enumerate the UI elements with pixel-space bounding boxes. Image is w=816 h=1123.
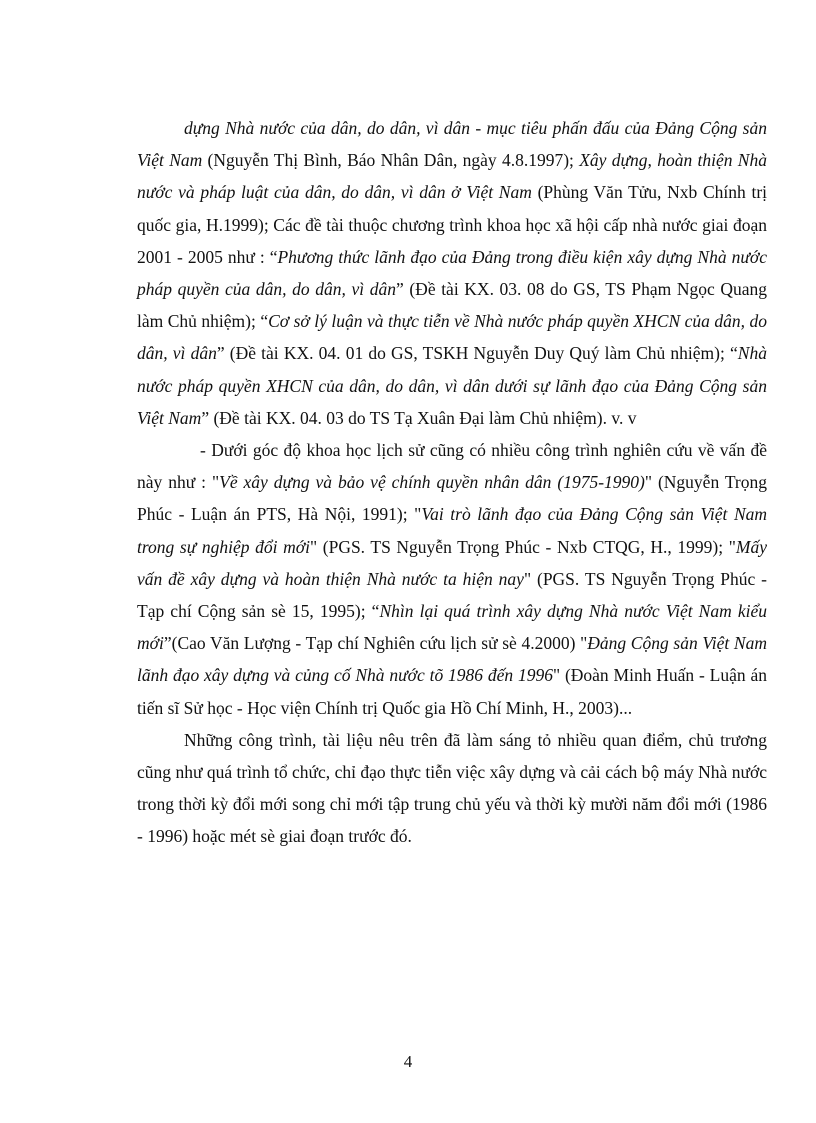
cited-title: Về xây dựng và bảo vệ chính quyền nhân dân (1975-1990) — [219, 472, 645, 493]
cited-title: Xây dựng, hoàn thiện Nhà nước và pháp luật của dân, do dân, vì dân ở Việt Nam — [137, 150, 767, 203]
text-run: - Dưới góc độ khoa học lịch sử cũng có nhiều công trình nghiên cứu về vấn đề này như : " — [137, 440, 767, 493]
cited-title: Mấy vấn đề xây dựng và hoàn thiện Nhà nước ta hiện nay — [137, 536, 767, 589]
text-run: ”(Cao Văn Lượng - Tạp chí Nghiên cứu lịch sử sè 4.2000) " — [163, 633, 588, 654]
text-run: " (Đoàn Minh Huấn - Luận án tiến sĩ Sử học - Học viện Chính trị Quốc gia Hồ Chí Minh, H., 2003)... — [137, 665, 767, 718]
text-run: (Phùng Văn Tửu, Nxb Chính trị quốc gia, H.1999); Các đề tài thuộc chương trình khoa học xã hội cấp nhà nước giai đoạn 2001 - 2005 như : “ — [137, 182, 768, 267]
cited-title: Cơ sở lý luận và thực tiễn về Nhà nước pháp quyền XHCN của dân, do dân, vì dân — [137, 311, 767, 364]
page-number: 4 — [403, 1052, 413, 1071]
cited-title: Nhìn lại quá trình xây dựng Nhà nước Việt Nam kiểu mới — [137, 601, 767, 654]
text-run: ” (Đề tài KX. 03. 08 do GS, TS Phạm Ngọc Quang làm Chủ nhiệm); “ — [137, 279, 767, 332]
text-run: " (PGS. TS Nguyễn Trọng Phúc - Tạp chí Cộng sản sè 15, 1995); “ — [137, 568, 767, 622]
paragraph-2 — [137, 434, 767, 724]
paragraph-1 — [137, 112, 767, 434]
text-run: " (PGS. TS Nguyễn Trọng Phúc - Nxb CTQG, H., 1999); " — [309, 536, 736, 557]
text-run: (Nguyễn Thị Bình, Báo Nhân Dân, ngày 4.8.1997); — [202, 150, 580, 171]
text-run: ” (Đề tài KX. 04. 03 do TS Tạ Xuân Đại làm Chủ nhiệm). v. v — [201, 407, 637, 428]
cited-title: dựng Nhà nước của dân, do dân, vì dân - mục tiêu phấn đấu của Đảng Cộng sản Việt Nam — [137, 118, 767, 171]
text-run: ” (Đề tài KX. 04. 01 do GS, TSKH Nguyễn Duy Quý làm Chủ nhiệm); “ — [216, 343, 738, 364]
cited-title: Phương thức lãnh đạo của Đảng trong điều kiện xây dựng Nhà nước pháp quyền của dân, do dân, vì dân — [137, 246, 767, 300]
text-run: Những công trình, tài liệu nêu trên đã làm sáng tỏ nhiều quan điểm, chủ trương cũng như quá trình tổ chức, chỉ đạo thực tiễn việc xây dựng và cải cách bộ máy Nhà nước trong thời kỳ đổi mới song chỉ mới tập trung chủ yếu và thời kỳ mười năm đổi mới (1986 - 1996) hoặc mét sè giai đoạn trước đó. — [137, 729, 767, 847]
body-text — [137, 112, 767, 853]
cited-title: Vai trò lãnh đạo của Đảng Cộng sản Việt Nam trong sự nghiệp đổi mới — [137, 504, 768, 557]
paragraph-3 — [137, 724, 767, 853]
text-run: " (Nguyễn Trọng Phúc - Luận án PTS, Hà Nội, 1991); " — [137, 472, 767, 525]
cited-title: Đảng Cộng sản Việt Nam lãnh đạo xây dựng và củng cố Nhà nước tõ 1986 đến 1996 — [137, 633, 767, 686]
cited-title: Nhà nước pháp quyền XHCN của dân, do dân, vì dân dưới sự lãnh đạo của Đảng Cộng sản Việt Nam — [137, 343, 767, 428]
